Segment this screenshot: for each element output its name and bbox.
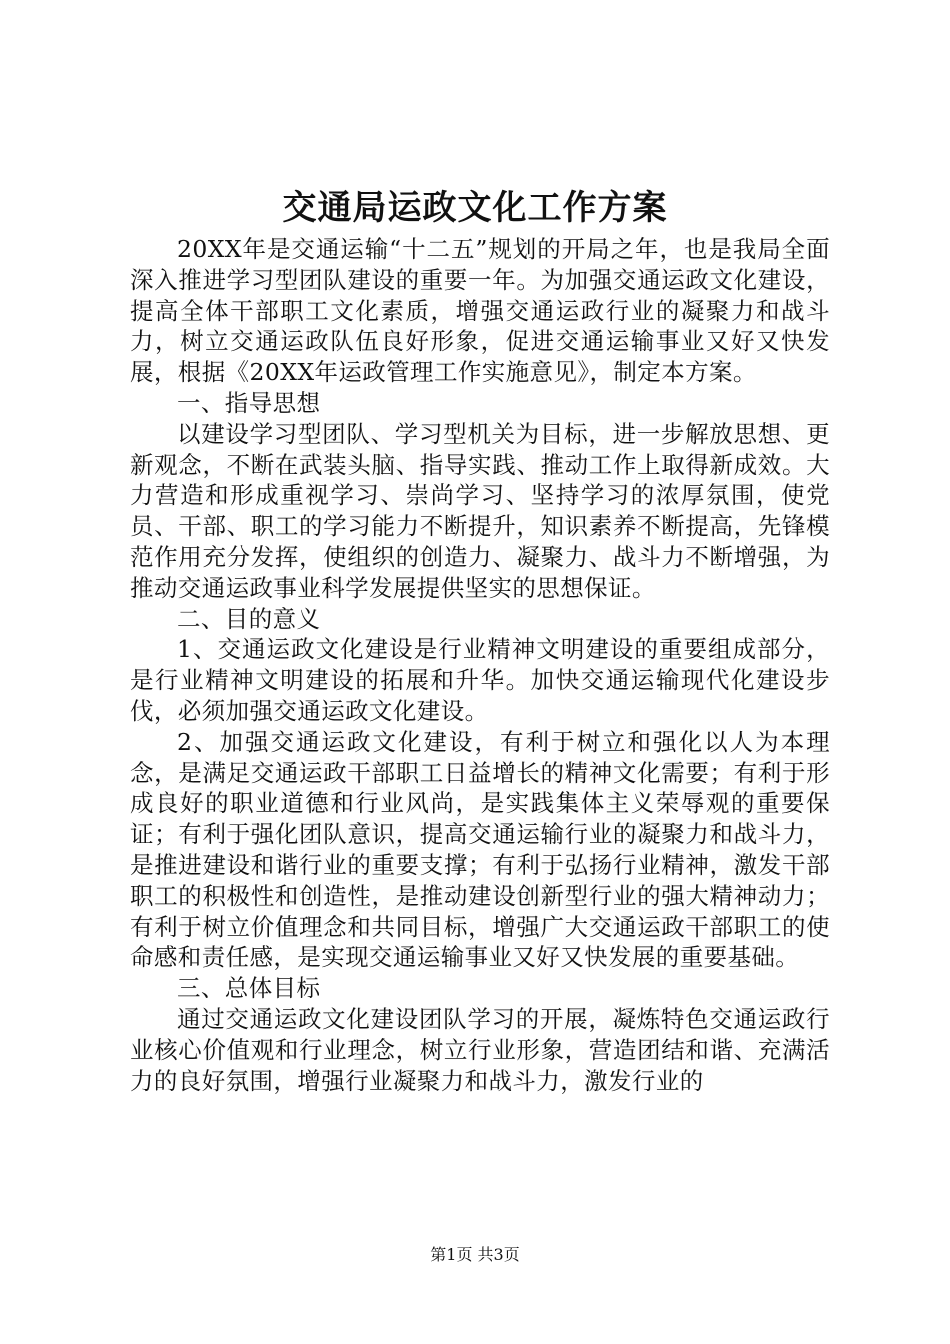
section-heading-guiding-thought: 一、指导思想 <box>177 388 321 417</box>
paragraph-guiding-thought: 以建设学习型团队、学习型机关为目标，进一步解放思想、更新观念，不断在武装头脑、指导实践、推动工作上取得新成效。大力营造和形成重视学习、崇尚学习、坚持学习的浓厚氛围，使党员、干部、职工的学习能力不断提升，知识素养不断提高，先锋模范作用充分发挥，使组织的创造力、凝聚力、战斗力不断增强，为推动交通运政事业科学发展提供坚实的思想保证。 <box>130 419 830 602</box>
section-heading-overall-goal: 三、总体目标 <box>177 974 321 1003</box>
document-body <box>130 234 830 1096</box>
paragraph-purpose-1: 1、交通运政文化建设是行业精神文明建设的重要组成部分，是行业精神文明建设的拓展和升华。加快交通运输现代化建设步伐，必须加强交通运政文化建设。 <box>130 635 830 725</box>
paragraph-overall-goal: 通过交通运政文化建设团队学习的开展，凝炼特色交通运政行业核心价值观和行业理念，树立行业形象，营造团结和谐、充满活力的良好氛围，增强行业凝聚力和战斗力，激发行业的 <box>130 1004 830 1095</box>
section-heading-purpose: 二、目的意义 <box>177 604 321 633</box>
page-footer: 第1页 共3页 <box>430 1245 520 1264</box>
document-title: 交通局运政文化工作方案 <box>282 188 668 228</box>
paragraph-intro: 20XX年是交通运输“十二五”规划的开局之年，也是我局全面深入推进学习型团队建设的重要一年。为加强交通运政文化建设，提高全体干部职工文化素质，增强交通运政行业的凝聚力和战斗力，树立交通运政队伍良好形象，促进交通运输事业又好又快发展，根据《20XX年运政管理工作实施意见》，制定本方案。 <box>130 235 830 387</box>
paragraph-purpose-2: 2、加强交通运政文化建设，有利于树立和强化以人为本理念，是满足交通运政干部职工日益增长的精神文化需要；有利于形成良好的职业道德和行业风尚，是实践集体主义荣辱观的重要保证；有利于强化团队意识，提高交通运输行业的凝聚力和战斗力，是推进建设和谐行业的重要支撑；有利于弘扬行业精神，激发干部职工的积极性和创造性，是推动建设创新型行业的强大精神动力；有利于树立价值理念和共同目标，增强广大交通运政干部职工的使命感和责任感，是实现交通运输事业又好又快发展的重要基础。 <box>130 727 830 972</box>
